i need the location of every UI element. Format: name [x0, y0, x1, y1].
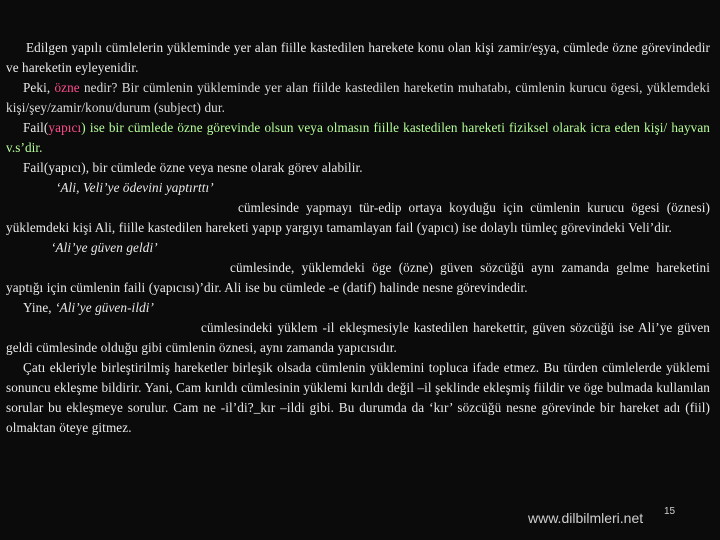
paragraph-lead: Fail(: [23, 120, 49, 135]
paragraph-lead: Yine,: [23, 300, 52, 315]
page-number: 15: [664, 506, 676, 517]
paragraph-lead: Peki,: [23, 80, 51, 95]
example-block-3: [6, 298, 710, 358]
example-explanation: cümlesindeki yüklem -il ekleşmesiyle kastedilen harekettir, güven sözcüğü ise Ali’ye güven geldi cümlesinde olduğu gibi cümlenin öznesi, aynı zamanda yapıcısıdır.: [6, 320, 710, 355]
example-quote-line: [6, 298, 710, 318]
paragraph-voice-suffixes: [6, 358, 710, 438]
example-quote: ‘Ali, Veli’ye ödevini yaptırttı’: [56, 180, 214, 195]
example-quote: ‘Ali’ye güven geldi’: [51, 240, 158, 255]
slide-content: [6, 38, 710, 438]
paragraph-text: Edilgen yapılı cümlelerin yükleminde yer alan fiille kastedilen harekete konu olan kişi zamir/eşya, cümlede özne görevindedir ve hareketin eyleyenidir.: [6, 40, 710, 75]
example-block-2: [6, 238, 710, 298]
term-yapici: yapıcı: [48, 120, 82, 135]
term-ozne: özne: [54, 80, 80, 95]
paragraph-text: ) ise bir cümlede özne görevinde olsun veya olmasın fiille kastedilen hareketi fiziksel olarak icra eden kişi/ hayvan v.s’dir.: [6, 120, 710, 155]
paragraph-fail-definition: [6, 118, 710, 158]
example-quote: ‘Ali’ye güven-ildi’: [55, 300, 155, 315]
paragraph-text: Çatı ekleriyle birleştirilmiş hareketler birleşik olsada cümlenin yüklemini topluca ifade etmez. Bu türden cümlelerde yüklemi sonuncu ekleşme bildirir. Yani, Cam kırıldı cümlesinin yüklemi kırıldı değil –il şeklinde ekleşmiş fiildir ve öge bulmada kullanılan sorular bu ekleşmeye sorulur. Cam ne -il’di?_kır –ildi gibi. Bu durumda da ‘kır’ sözcüğü nesne görevinde bir hareket adı (fiil) olmaktan öteye gitmez.: [6, 360, 710, 435]
paragraph-fail-role: [6, 158, 710, 178]
example-explanation: cümlesinde, yüklemdeki öge (özne) güven sözcüğü aynı zamanda gelme hareketini yaptığı için cümlenin faili (yapıcısı)’dir. Ali ise bu cümlede -e (datif) halinde nesne görevindedir.: [6, 260, 710, 295]
paragraph-passive-subject: [6, 38, 710, 78]
example-explanation: cümlesinde yapmayı tür-edip ortaya koyduğu için cümlenin kurucu ögesi (öznesi) yüklemdeki kişi Ali, fiille kastedilen hareketi yapıp yargıyı tamamlayan fail (yapıcı) ise dolaylı tümleç görevindeki Veli’dir.: [6, 200, 710, 235]
paragraph-text: Fail(yapıcı), bir cümlede özne veya nesne olarak görev alabilir.: [23, 160, 363, 175]
paragraph-text: nedir? Bir cümlenin yükleminde yer alan fiilde kastedilen hareketin muhatabı, cümlenin kurucu ögesi, yüklemdeki kişi/şey/zamir/konu/durum (subject) dur.: [6, 80, 710, 115]
example-block-1: [6, 178, 710, 238]
paragraph-what-is-subject: [6, 78, 710, 118]
footer-site: www.dilbilmleri.net: [528, 510, 644, 526]
